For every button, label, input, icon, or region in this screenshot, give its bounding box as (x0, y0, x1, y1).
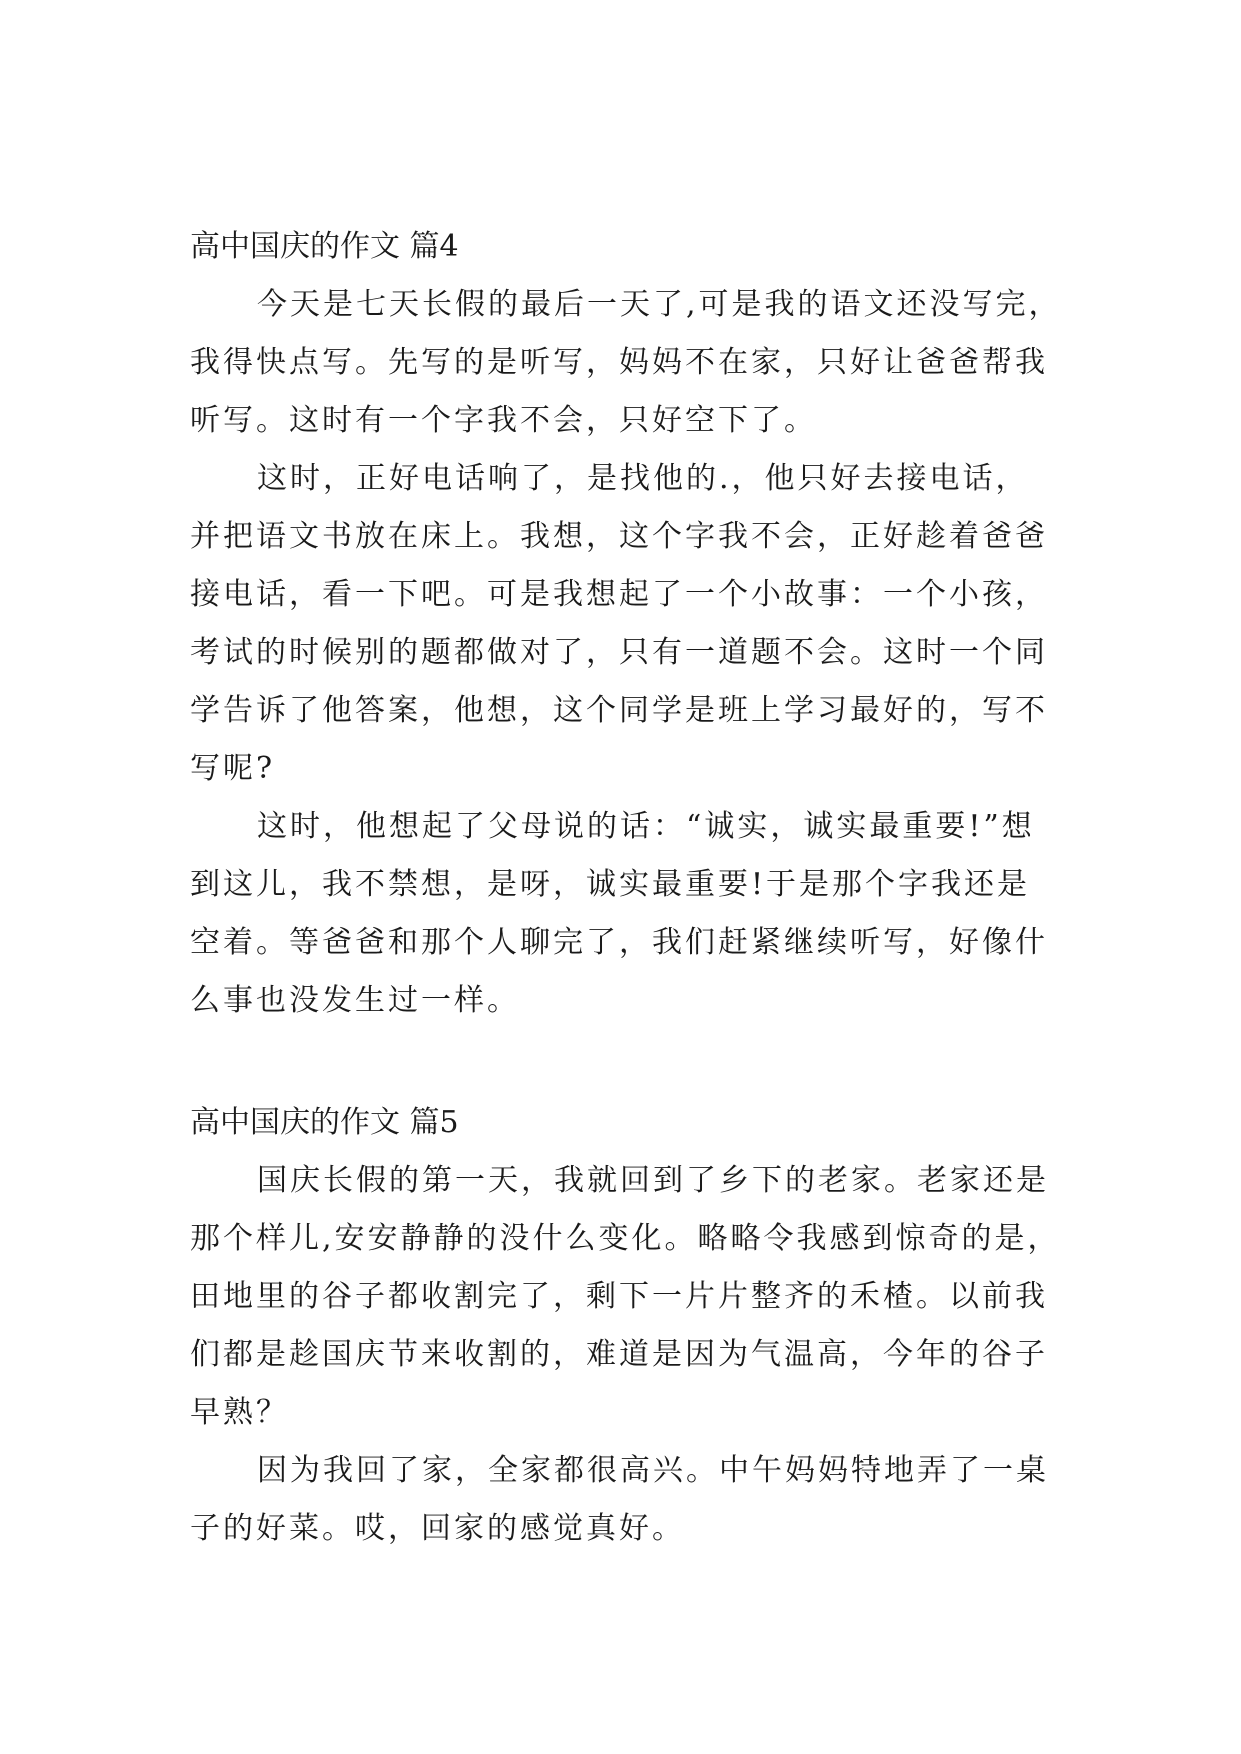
essay-paragraph (190, 450, 1070, 798)
paragraph-line: 写呢? (190, 751, 276, 786)
paragraph-line: 那个样儿,安安静静的没什么变化。略略令我感到惊奇的是， (190, 1221, 1061, 1256)
essay-paragraph (190, 798, 1070, 1030)
paragraph-line: 我得快点写。先写的是听写，妈妈不在家，只好让爸爸帮我 (190, 345, 1048, 380)
paragraph-line: 学告诉了他答案，他想，这个同学是班上学习最好的，写不 (190, 693, 1048, 728)
paragraph-line: 到这儿，我不禁想，是呀，诚实最重要!于是那个字我还是 (190, 867, 1031, 902)
paragraph-line: 早熟？ (190, 1395, 289, 1430)
paragraph-line: 今天是七天长假的最后一天了,可是我的语文还没写完， (257, 287, 1062, 322)
essay-section-5 (190, 1094, 1070, 1558)
essay-section-4 (190, 218, 1070, 1030)
essay-paragraph (190, 276, 1070, 450)
essay-paragraph (190, 1152, 1070, 1442)
essay-paragraph (190, 1442, 1070, 1558)
paragraph-line: 因为我回了家，全家都很高兴。中午妈妈特地弄了一桌 (257, 1453, 1049, 1488)
paragraph-line: 么事也没发生过一样。 (190, 983, 520, 1018)
paragraph-line: 田地里的谷子都收割完了，剩下一片片整齐的禾楂。以前我 (190, 1279, 1048, 1314)
paragraph-line: 这时，他想起了父母说的话：“诚实，诚实最重要!”想 (257, 809, 1035, 844)
paragraph-line: 考试的时候别的题都做对了，只有一道题不会。这时一个同 (190, 635, 1048, 670)
paragraph-line: 子的好菜。哎，回家的感觉真好。 (190, 1511, 685, 1546)
essay-title: 高中国庆的作文 篇4 (190, 229, 459, 264)
paragraph-line: 并把语文书放在床上。我想，这个字我不会，正好趁着爸爸 (190, 519, 1048, 554)
paragraph-line: 听写。这时有一个字我不会，只好空下了。 (190, 403, 817, 438)
paragraph-line: 空着。等爸爸和那个人聊完了，我们赶紧继续听写，好像什 (190, 925, 1048, 960)
paragraph-line: 国庆长假的第一天，我就回到了乡下的老家。老家还是 (257, 1163, 1049, 1198)
paragraph-line: 这时，正好电话响了，是找他的.，他只好去接电话， (257, 461, 1029, 496)
essay-title: 高中国庆的作文 篇5 (190, 1105, 459, 1140)
paragraph-line: 们都是趁国庆节来收割的，难道是因为气温高，今年的谷子 (190, 1337, 1048, 1372)
paragraph-line: 接电话，看一下吧。可是我想起了一个小故事：一个小孩， (190, 577, 1048, 612)
